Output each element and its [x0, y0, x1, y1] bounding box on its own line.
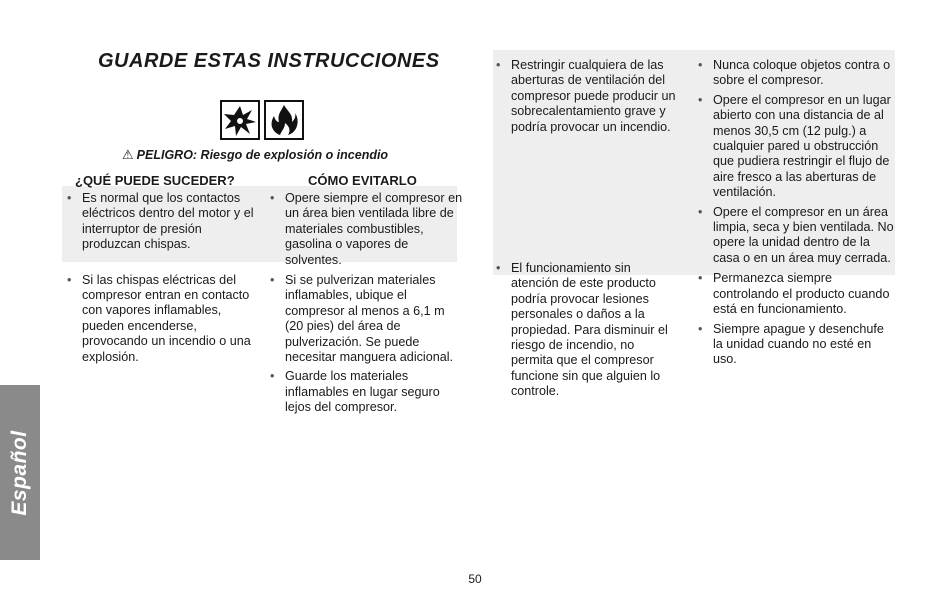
list-item: • Nunca coloque objetos contra o sobre el compresor. — [698, 58, 894, 89]
list-item: • Opere el compresor en un lugar abierto con una distancia de al menos 30,5 cm (12 pulg.) a cualquier pared u obstrucción que pudiera restringir el flujo de aire fresco a las aberturas de ventilación. — [698, 93, 894, 201]
fire-icon — [264, 100, 304, 140]
language-side-tab — [0, 385, 40, 560]
page-title: GUARDE ESTAS INSTRUCCIONES — [98, 50, 440, 72]
list-how-to-avoid — [270, 191, 465, 426]
list-item: • Restringir cualquiera de las aberturas de ventilación del compresor puede producir un sobrecalentamiento grave y podría provocar un incendio. — [496, 58, 676, 135]
list-column-three — [496, 58, 676, 410]
list-item: • Permanezca siempre controlando el producto cuando está en funcionamiento. — [698, 271, 894, 317]
danger-text: PELIGRO: Riesgo de explosión o incendio — [136, 148, 389, 162]
page-number: 50 — [468, 572, 482, 586]
list-item: • Opere el compresor en un área limpia, seca y bien ventilada. No opere la unidad dentro de la casa o en un área muy cerrada. — [698, 205, 894, 267]
list-item: • Opere siempre el compresor en un área bien ventilada libre de materiales combustibles, gasolina o vapores de solventes. — [270, 191, 465, 268]
list-item: • Si se pulverizan materiales inflamables, ubique el compresor al menos a 6,1 m (20 pies) del área de pulverización. Se puede necesitar manguera adicional. — [270, 273, 465, 365]
explosion-icon — [220, 100, 260, 140]
list-item: • Siempre apague y desenchufe la unidad cuando no esté en uso. — [698, 322, 894, 368]
list-column-four — [698, 58, 894, 378]
language-tab-label: Español — [8, 429, 31, 516]
list-item: • Es normal que los contactos eléctricos dentro del motor y el interruptor de presión produzcan chispas. — [67, 191, 262, 253]
list-what-can-happen — [67, 191, 262, 375]
hazard-icons — [220, 100, 304, 140]
heading-how-to-avoid: CÓMO EVITARLO — [308, 173, 417, 188]
danger-heading — [122, 147, 388, 163]
heading-what-can-happen: ¿QUÉ PUEDE SUCEDER? — [75, 173, 235, 188]
warning-triangle-icon: ⚠ — [122, 147, 134, 162]
list-item: • Guarde los materiales inflamables en lugar seguro lejos del compresor. — [270, 369, 465, 415]
list-item: • El funcionamiento sin atención de este producto podría provocar lesiones personales o daños a la propiedad. Para disminuir el riesgo de incendio, no permita que el compresor funcione sin que alguien lo controle. — [496, 261, 676, 400]
list-item: • Si las chispas eléctricas del compresor entran en contacto con vapores inflamables, pueden encenderse, provocando un incendio o una explosión. — [67, 273, 262, 365]
